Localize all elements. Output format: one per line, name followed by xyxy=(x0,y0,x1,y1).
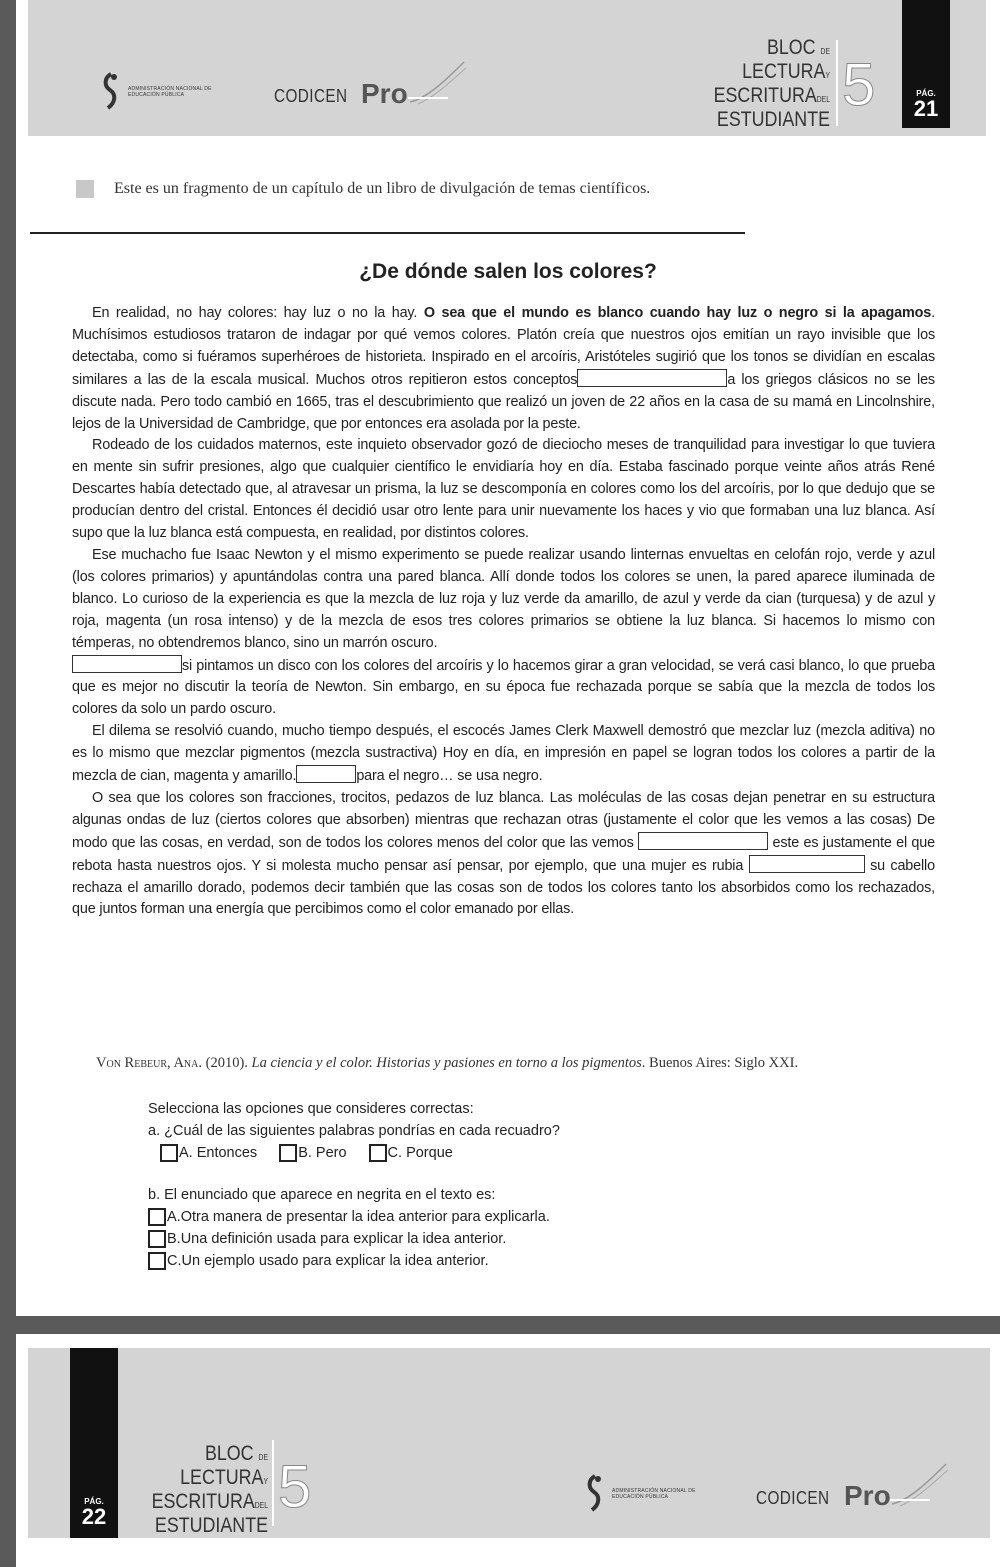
quiz xyxy=(148,1098,560,1272)
bold-statement: O sea que el mundo es blanco cuando hay luz o negro si la apagamos xyxy=(423,305,932,321)
checkbox[interactable] xyxy=(148,1208,166,1226)
question-a: a. ¿Cuál de las siguientes palabras pondrías en cada recuadro? xyxy=(148,1123,560,1139)
paragraph-2: Rodeado de los cuidados maternos, este inquieto observador gozó de dieciocho meses de tranquilidad para investigar lo que tuviera en mente sin sufrir presiones, algo que cualquier científico le envidiaría hoy en día. Estaba fascinado porque veinte años atrás René Descartes había detectado que, al atravesar un prisma, la luz se descomponía en colores como los del arcoíris, por lo que dedujo que se producían dentro del cristal. Entonces él decidió usar otro lente para unir nuevamente los haces y vio que formaban una luz blanca. Así supo que la luz blanca está compuesta, en realidad, por distintos colores. xyxy=(72,437,935,542)
paragraph-3: Ese muchacho fue Isaac Newton y el mismo experimento se puede realizar usando linternas envueltas en celofán rojo, verde y azul (los colores primarios) y apuntándolas contra una pared blanca. Allí donde todos los colores se unen, la pared aparece iluminada de blanco. Lo curioso de la experiencia es que la mezcla de luz roja y luz verde da amarillo, de azul y verde da cian (turquesa) y de azul y roja, magenta (un rosa intenso) y de la mezcla de esos tres colores primarios se obtiene la luz blanca. Si hacemos lo mismo con témperas, no obtendremos blanco, sino un marrón oscuro. xyxy=(72,546,935,651)
page-number-2: 22 xyxy=(81,1504,107,1529)
blank-box-5[interactable] xyxy=(749,855,865,873)
option-b-c[interactable]: C.Un ejemplo usado para explicar la idea anterior. xyxy=(148,1250,560,1272)
intro xyxy=(76,180,650,198)
paragraph-5: El dilema se resolvió cuando, mucho tiempo después, el escocés James Clerk Maxwell demostró que mezclar luz (mezcla aditiva) no es lo mismo que mezclar pigmentos (mezcla sustractiva) Hoy en día, en impresión en papel se logran todos los colores a partir de la mezcla de cian, magenta y amarillo. para el negro… se usa negro. xyxy=(72,723,935,785)
paragraph-1: En realidad, no hay colores: hay luz o no la hay. O sea que el mundo es blanco cuando hay luz o negro si la apagamos. Muchísimos estudiosos trataron de indagar por qué vemos colores. Platón creía que nuestros ojos emitían un rayo invisible que los detectaba, como si fuéramos superhéroes de historieta. Inspirado en el arcoíris, Aristóteles sugirió que los tonos se dividían en escalas similares a las de la escala musical. Muchos otros repitieron estos conceptos a los griegos clásicos no se les discute nada. Pero todo cambió en 1665, tras el descubrimiento que realizó un joven de 22 años en la casa de su mamá en Lincolnshire, lejos de la Universidad de Cambridge, que por entonces era asolada por la peste. xyxy=(72,305,935,432)
page-number-box-2: PÁG. 22 xyxy=(70,1348,118,1538)
article-title: ¿De dónde salen los colores? xyxy=(359,260,657,283)
question-a-options xyxy=(148,1142,560,1164)
pro-feather-icon xyxy=(408,58,468,108)
blank-box-2[interactable] xyxy=(72,655,182,673)
option-b-a[interactable]: A.Otra manera de presentar la idea anterior para explicarla. xyxy=(148,1206,560,1228)
bloc-title: BLOC DE LECTURAY ESCRITURADEL ESTUDIANTE xyxy=(713,36,830,131)
question-b: b. El enunciado que aparece en negrita en el texto es: xyxy=(148,1187,496,1203)
option-b-b[interactable]: B.Una definición usada para explicar la idea anterior. xyxy=(148,1228,560,1250)
page-number: 21 xyxy=(913,96,939,121)
anep-text: ADMINISTRACIÓN NACIONAL DE EDUCACIÓN PÚBLICA xyxy=(128,86,212,98)
bullet-square-icon xyxy=(76,180,94,198)
checkbox[interactable] xyxy=(279,1144,297,1162)
blank-box-1[interactable] xyxy=(577,369,727,387)
page-22 xyxy=(16,1334,1000,1567)
checkbox[interactable] xyxy=(148,1252,166,1270)
divider xyxy=(30,232,745,234)
blank-box-3[interactable] xyxy=(296,765,356,783)
codicen-logo: CODICEN xyxy=(274,86,348,106)
pro-feather-icon xyxy=(890,1460,950,1510)
quiz-instruction: Selecciona las opciones que consideres correctas: xyxy=(148,1101,474,1117)
paragraph-4: si pintamos un disco con los colores del arcoíris y lo hacemos girar a gran velocidad, se verá casi blanco, lo que prueba que es mejor no discutir la teoría de Newton. Sin embargo, en su época fue rechazada porque se sabía que la mezcla de todos los colores da solo un pardo oscuro. xyxy=(72,655,935,722)
blank-box-4[interactable] xyxy=(638,832,768,850)
grade-number-2: 5 xyxy=(278,1453,312,1520)
anep-mark-icon xyxy=(100,72,122,112)
anep-mark-icon xyxy=(584,1474,606,1514)
intro-text: Este es un fragmento de un capítulo de un libro de divulgación de temas científicos. xyxy=(114,180,651,197)
paragraph-6: O sea que los colores son fracciones, trocitos, pedazos de luz blanca. Las moléculas de las cosas dejan penetrar en su estructura algunas ondas de luz (ciertos colores que absorben) mientras que rechazan otras (justamente el color que les vemos a las cosas) De modo que las cosas, en verdad, son de todos los colores menos del color que las vemos este es justamente el que rebota hasta nuestros ojos. Y si molesta mucho pensar así pensar, por ejemplo, que una mujer es rubia su cabello rechaza el amarillo dorado, podemos decir también que las cosas son de todos los colores tanto los absorbidos como los rechazados, que juntos forman una energía que percibimos como el color emanado por ellas. xyxy=(72,789,935,918)
anep-logo-2 xyxy=(584,1474,722,1514)
citation: Von Rebeur, Ana. (2010). La ciencia y el color. Historias y pasiones en torno a los pigmentos. Buenos Aires: Siglo XXI. xyxy=(96,1055,799,1071)
checkbox[interactable] xyxy=(160,1144,178,1162)
header-band xyxy=(28,0,986,136)
page-21 xyxy=(16,0,1000,1316)
pro-logo: Pro xyxy=(361,78,408,109)
checkbox[interactable] xyxy=(369,1144,387,1162)
page-number-box: PÁG. 21 xyxy=(902,0,950,128)
bloc-title-2: BLOC DE LECTURAY ESCRITURADEL ESTUDIANTE xyxy=(151,1442,268,1537)
option-a-pero[interactable]: B. Pero xyxy=(279,1142,346,1164)
anep-text-2: ADMINISTRACIÓN NACIONAL DE EDUCACIÓN PÚBLICA xyxy=(612,1488,696,1500)
option-a-porque[interactable]: C. Porque xyxy=(369,1142,453,1164)
anep-logo xyxy=(100,72,238,112)
codicen-logo-2: CODICEN xyxy=(756,1488,830,1508)
article-body xyxy=(72,303,935,921)
pro-logo-2: Pro xyxy=(844,1480,891,1511)
checkbox[interactable] xyxy=(148,1230,166,1248)
option-a-entonces[interactable]: A. Entonces xyxy=(160,1142,257,1164)
grade-number: 5 xyxy=(842,51,876,118)
header-band-2 xyxy=(28,1348,990,1538)
